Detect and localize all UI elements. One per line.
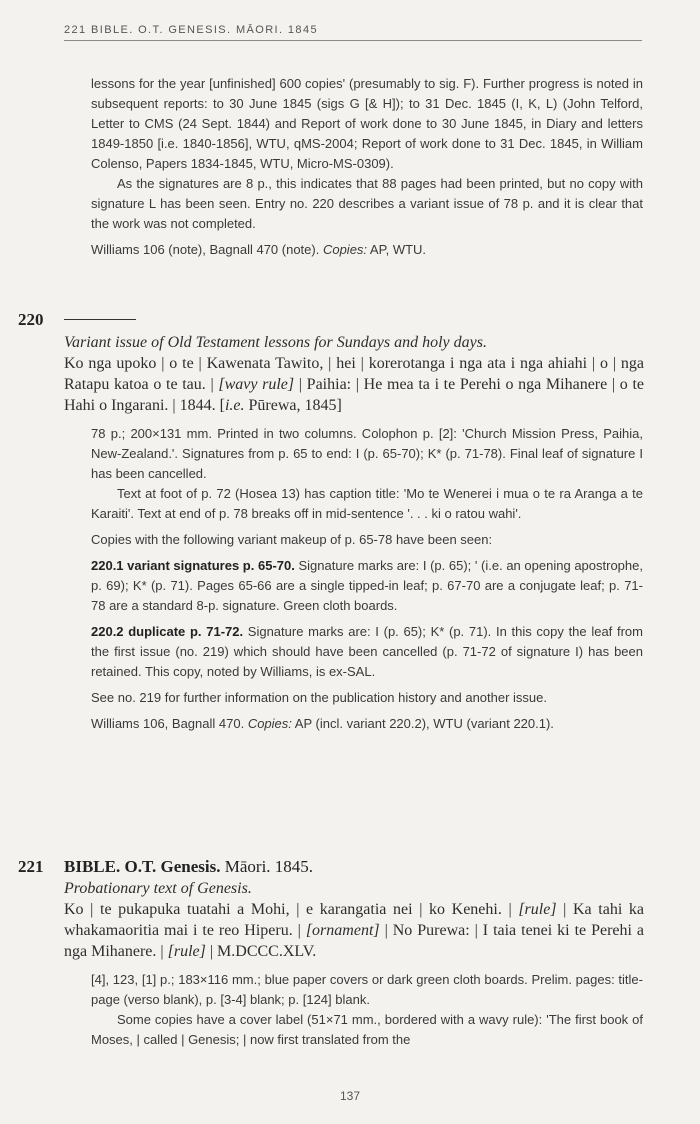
entry-221 xyxy=(64,856,644,962)
variant-label: 220.1 variant signatures p. 65-70. xyxy=(91,558,295,573)
entry-221-transcription: Ko | te pukapuka tuatahi a Mohi, | e karangatia nei | ko Kenehi. | [rule] | Ka tahi ka whakamaoritia mai i te reo Hiperu. | [ornament] | No Purewa: | I taia tenei ki te Perehi a nga Mihanere. | [rule] | M.DCCC.XLV. xyxy=(64,901,645,960)
entry-221-heading: BIBLE. O.T. Genesis. Māori. 1845. xyxy=(64,857,314,876)
paragraph: [4], 123, [1] p.; 183×116 mm.; blue paper covers or dark green cloth boards. Prelim. pages: title-page (verso blank), p. [3-4] blank; p. [124] blank. xyxy=(91,972,643,1007)
ie-note: i.e. xyxy=(224,397,245,414)
entry-221-subtitle: Probationary text of Genesis. xyxy=(64,880,252,897)
entry-220-transcription: Ko nga upoko | o te | Kawenata Tawito, | hei | korerotanga i nga ata i nga ahiahi | o | nga Ratapu katoa o te tau. | [wavy rule] | Paihia: | He mea ta i te Perehi o nga Mihanere | o te Hahi o Ingarani. | 1844. [i.e. Pūrewa, 1845] xyxy=(64,355,645,414)
entry-219-continuation xyxy=(91,74,643,260)
copies-list: AP, WTU. xyxy=(367,242,427,257)
page-number: 137 xyxy=(339,1089,361,1103)
entry-number-221: 221 xyxy=(18,857,44,876)
variant-220-1: 220.1 variant signatures p. 65-70. Signature marks are: I (p. 65); ' (i.e. an opening apostrophe, p. 69); K* (p. 71). Pages 65-66 are a single tipped-in leaf; p. 67-70 are a conjugate leaf; p. 71-78 are a standard 8-p. signature. Green cloth boards. xyxy=(91,558,643,613)
paragraph: Text at foot of p. 72 (Hosea 13) has caption title: 'Mo te Wenerei i mua o te ra Aranga a te Karaiti'. Text at end of p. 78 breaks off in mid-sentence '. . . ki o ratou wahi'. xyxy=(91,486,643,521)
variant-220-2: 220.2 duplicate p. 71-72. Signature marks are: I (p. 65); K* (p. 71). In this copy the leaf from the first issue (no. 219) which should have been cancelled (p. 71-72 of signature I) has been retained. This copy, noted by Williams, is ex-SAL. xyxy=(91,624,643,679)
paragraph: As the signatures are 8 p., this indicates that 88 pages had been printed, but no copy with signature L has been seen. Entry no. 220 describes a variant issue of 78 p. and it is clear that the work was not completed. xyxy=(91,176,643,231)
copies-label: Copies: xyxy=(247,716,292,731)
entry-220-collation xyxy=(91,424,643,734)
entry-220 xyxy=(64,332,644,416)
paragraph: Copies with the following variant makeup of p. 65-78 have been seen: xyxy=(91,532,493,547)
references: Williams 106, Bagnall 470. Copies: AP (incl. variant 220.2), WTU (variant 220.1). xyxy=(91,716,554,731)
paragraph: lessons for the year [unfinished] 600 copies' (presumably to sig. F). Further progress is noted in subsequent reports: to 30 June 1845 (sigs G [& H]); to 31 Dec. 1845 (I, K, L) (John Telford, Letter to CMS (24 Sept. 1844) and Report of work done to 30 June 1845, in Diary and letters 1849-1850 [i.e. 1840-1856], WTU, qMS-2004; Report of work done to 31 Dec. 1845, in William Colenso, Papers 1834-1845, WTU, Micro-MS-0309). xyxy=(91,76,643,171)
copies-label: Copies: xyxy=(322,242,368,257)
short-dash-rule xyxy=(64,319,136,320)
variant-label: 220.2 duplicate p. 71-72. xyxy=(91,624,244,639)
entry-220-title: Variant issue of Old Testament lessons for Sundays and holy days. xyxy=(64,334,487,351)
paragraph: Some copies have a cover label (51×71 mm., bordered with a wavy rule): 'The first book of Moses, | called | Genesis; | now first translated from the xyxy=(91,1012,643,1047)
entry-number-220: 220 xyxy=(18,310,136,330)
paragraph: 78 p.; 200×131 mm. Printed in two columns. Colophon p. [2]: 'Church Mission Press, Paihia, New-Zealand.'. Signatures from p. 65 to end: I (p. 65-70); K* (p. 71-78). Final leaf of signature I has been cancelled. xyxy=(91,426,643,481)
entry-221-collation xyxy=(91,970,643,1050)
running-head: 221 BIBLE. O.T. GENESIS. MĀORI. 1845 xyxy=(64,24,642,41)
wavy-rule-note: [wavy rule] xyxy=(218,376,295,393)
references xyxy=(91,240,643,260)
references-text: Williams 106 (note), Bagnall 470 (note). xyxy=(91,242,323,257)
paragraph: See no. 219 for further information on the publication history and another issue. xyxy=(91,690,548,705)
